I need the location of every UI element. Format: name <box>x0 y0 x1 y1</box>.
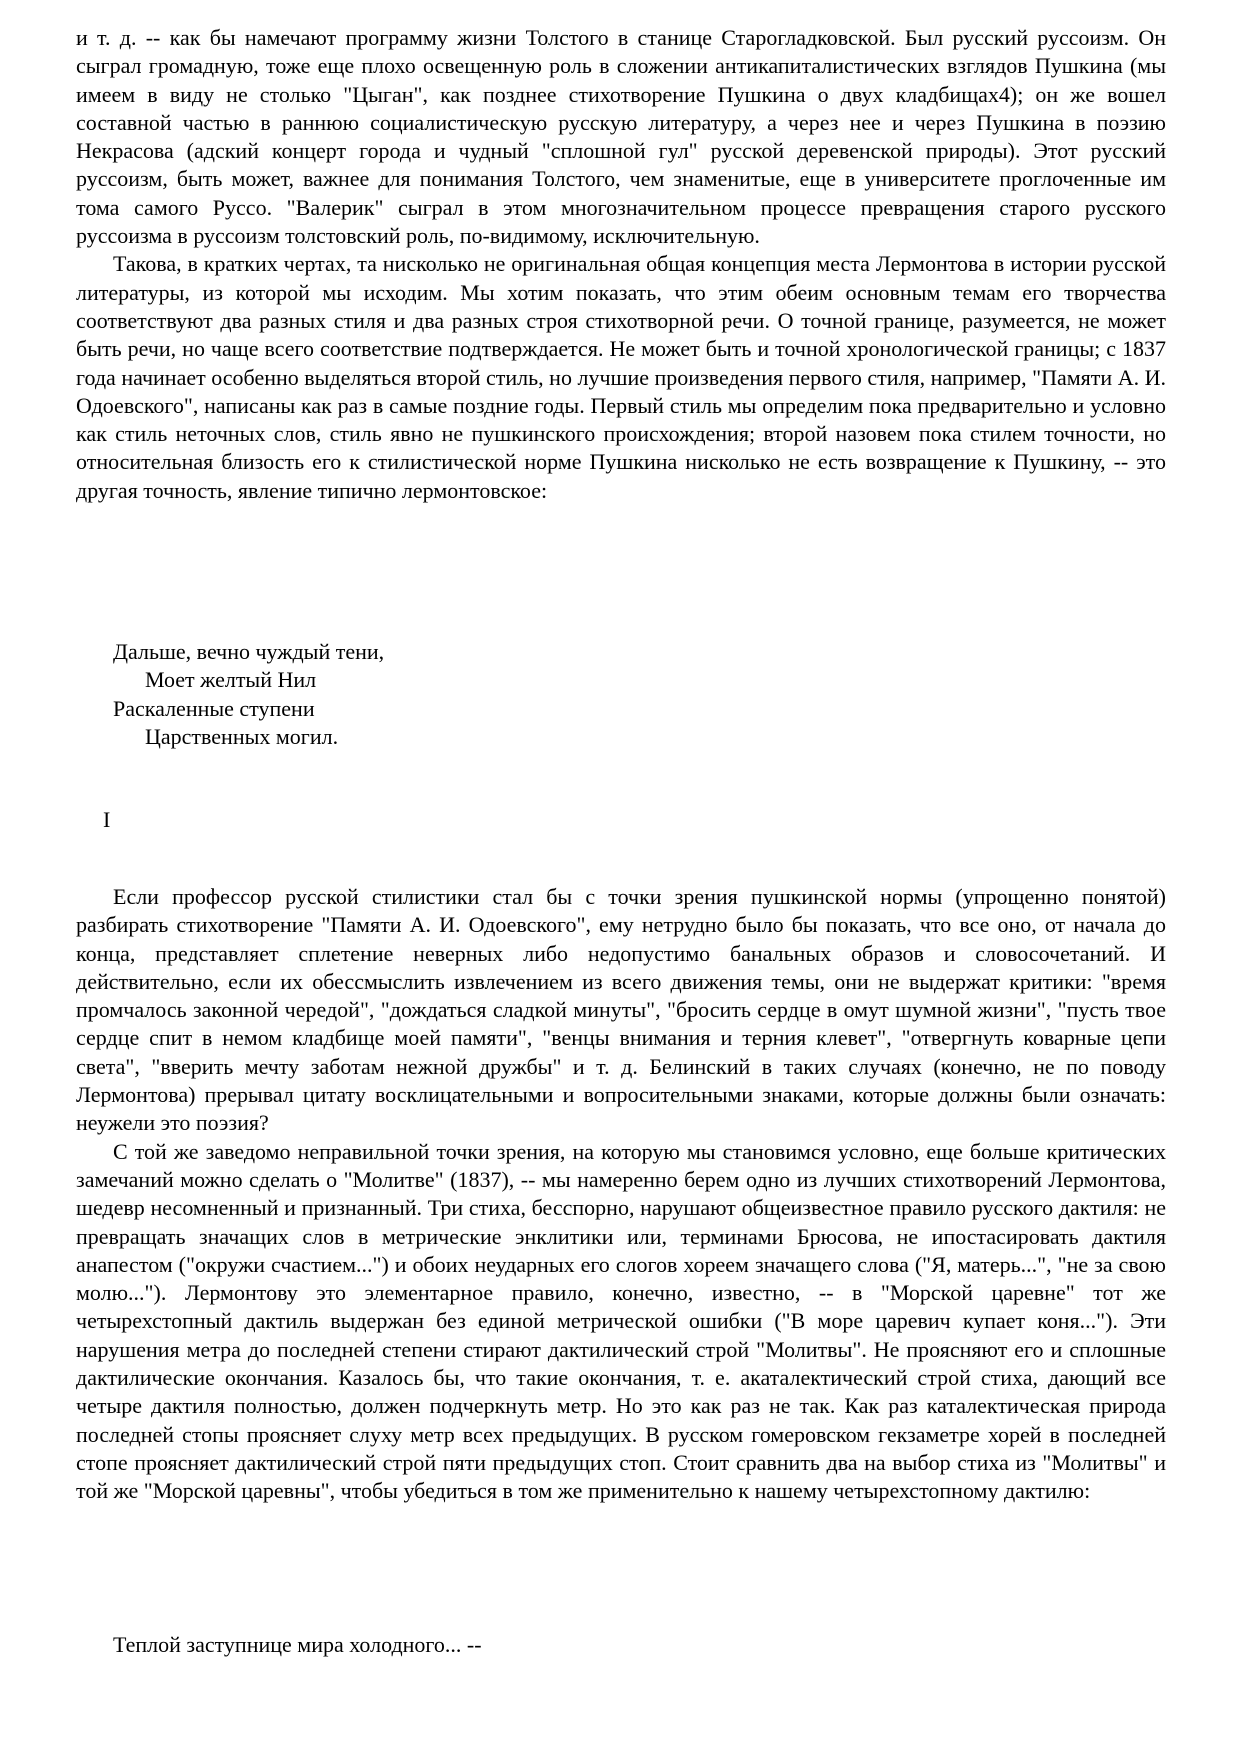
section-heading: I <box>103 807 111 832</box>
poem-quote <box>76 638 1166 751</box>
paragraph-continuation: и т. д. -- как бы намечают программу жизни Толстого в станице Старогладковской. Был русский руссоизм. Он сыграл громадную, тоже еще плохо освещенную роль в сложении антикапиталистических взглядов Пушкина (мы имеем в виду не столько "Цыган", как позднее стихотворение Пушкина о двух кладбищах4); он же вошел составной частью в раннюю социалистическую русскую литературу, а через нее и через Пушкина в поэзию Некрасова (адский концерт города и чудный "сплошной гул" русской деревенской природы). Этот русский руссоизм, быть может, важнее для понимания Толстого, чем знаменитые, еще в университете проглоченные им тома самого Руссо. "Валерик" сыграл в этом многозначительном процессе превращения старого русского руссоизма в руссоизм толстовский роль, по-видимому, исключительную. <box>76 25 1166 249</box>
verse-stanza <box>76 1631 1166 1659</box>
paragraph-concept: Такова, в кратких чертах, та нисколько не оригинальная общая концепция места Лермонтова в истории русской литературы, из которой мы исходим. Мы хотим показать, что этим обеим основным темам его творчества соответствуют два разных стиля и два разных строя стихотворной речи. О точной границе, разумеется, не может быть речи, но чаще всего соответствие подтверждается. Не может быть и точной хронологической границы; с 1837 года начинает особенно выделяться второй стиль, но лучшие произведения первого стиля, например, "Памяти А. И. Одоевского", написаны как раз в самые поздние годы. Первый стиль мы определим пока предварительно и условно как стиль неточных слов, стиль явно не пушкинского происхождения; второй назовем пока стилем точности, но относительная близость его к стилистической норме Пушкина нисколько не есть возвращение к Пушкину, -- это другая точность, явление типично лермонтовское: <box>76 251 1166 503</box>
verse-line: Раскаленные ступени <box>113 695 315 721</box>
paragraph-stylistics: Если профессор русской стилистики стал бы с точки зрения пушкинской нормы (упрощенно понятой) разбирать стихотворение "Памяти А. И. Одоевского", ему нетрудно было бы показать, что все оно, от начала до конца, представляет сплетение неверных либо недопустимо банальных образов и словосочетаний. И действительно, если их обессмыслить извлечением из всего движения темы, они не выдержат критики: "время промчалось законной чередой", "дождаться сладкой минуты", "бросить сердце в омут шумной жизни", "пусть твое сердце спит в немом кладбище моей памяти", "венцы внимания и терния клевет", "отвергнуть коварные цепи света", "вверить мечту заботам нежной дружбы" и т. д. Белинский в таких случаях (конечно, не по поводу Лермонтова) прерывал цитату восклицательными и вопросительными знаками, которые должны были означать: неужели это поэзия? <box>76 884 1166 1136</box>
final-quote-line: Теплой заступнице мира холодного... -- <box>113 1632 482 1657</box>
final-quote-block <box>76 1631 1166 1659</box>
paragraph-prayer: С той же заведомо неправильной точки зрения, на которую мы становимся условно, еще больше критических замечаний можно сделать о "Молитве" (1837), -- мы намеренно берем одно из лучших стихотворений Лермонтова, шедевр несомненный и признанный. Три стиха, бесспорно, нарушают общеизвестное правило русского дактиля: не превращать значащих слов в метрические энклитики или, терминами Брюсова, не ипостасировать дактиля анапестом ("окружи счастием...") и обоих неударных его слогов хореем значащего слова ("Я, матерь...", "не за свою молю..."). Лермонтову это элементарное правило, конечно, известно, -- в "Морской царевне" тот же четырехстопный дактиль выдержан без единой метрической ошибки ("В море царевич купает коня..."). Эти нарушения метра до последней степени стирают дактилический строй "Молитвы". Не проясняют его и сплошные дактилические окончания. Казалось бы, что такие окончания, т. е. акаталектический строй стиха, дающий все четыре дактиля полностью, должен подчеркнуть метр. Но это как раз не так. Как раз каталектическая природа последней стопы проясняет слуху метр всех предыдущих. В русском гомеровском гекзаметре хорей в последней стопе проясняет дактилический строй пяти предыдущих стоп. Стоит сравнить два на выбор стиха из "Молитвы" и той же "Морской царевны", чтобы убедиться в том же применительно к нашему четырехстопному дактилю: <box>76 1138 1166 1504</box>
section-heading-block <box>76 806 1166 834</box>
top-text-block <box>76 24 1166 505</box>
verse-line: Моет желтый Нил <box>145 667 317 693</box>
verse-line: Царственных могил. <box>145 723 339 749</box>
verse-line: Дальше, вечно чуждый тени, <box>113 639 385 664</box>
bottom-text-block <box>76 883 1166 1506</box>
verse-stanza <box>76 638 1166 751</box>
